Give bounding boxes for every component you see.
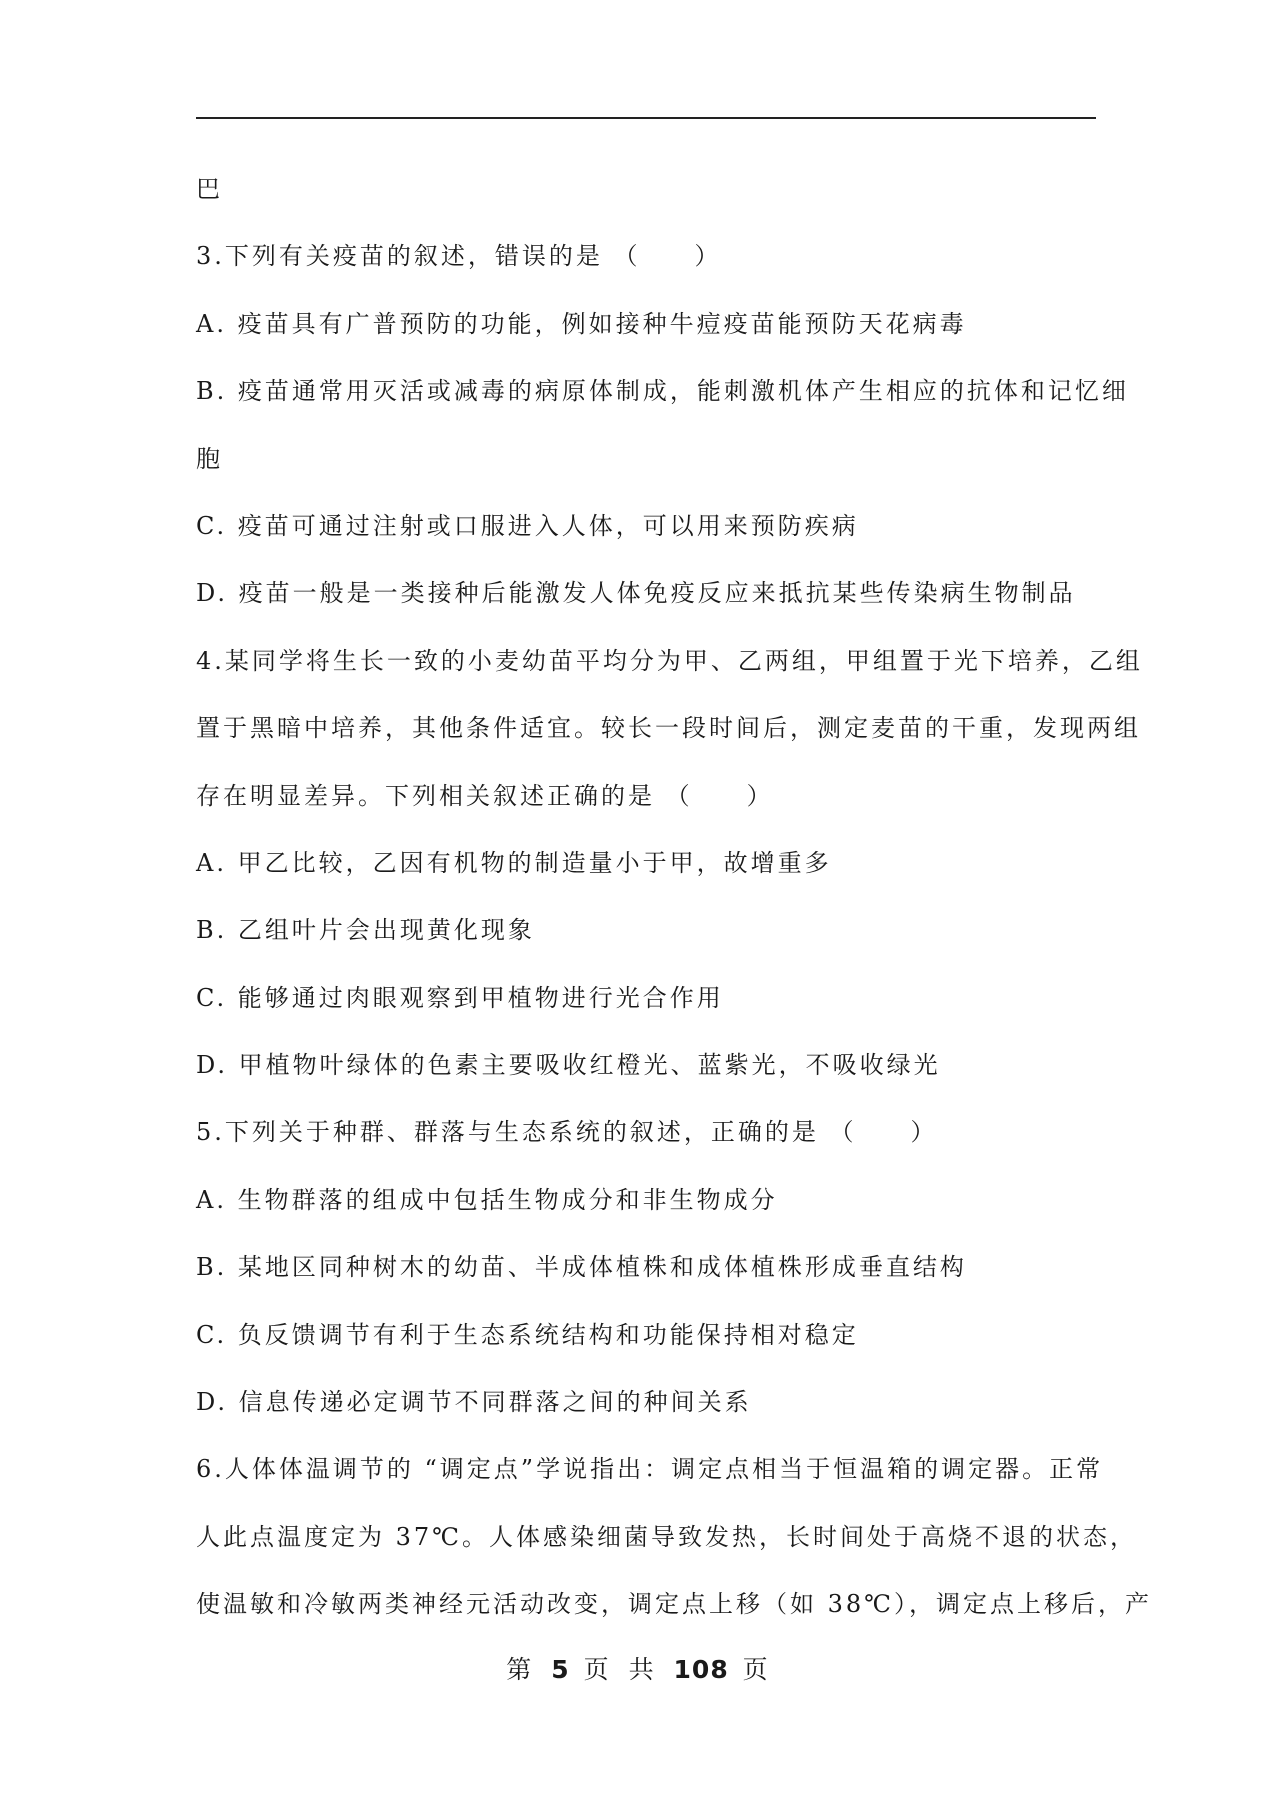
footer-prefix: 第 [506, 1655, 538, 1684]
question-4-option-a: A. 甲乙比较，乙因有机物的制造量小于甲，故增重多 [196, 848, 832, 877]
question-4-stem-end: 存在明显差异。下列相关叙述正确的是 （ ） [196, 781, 774, 810]
question-6-stem-continued-2: 使温敏和冷敏两类神经元活动改变，调定点上移（如 38℃），调定点上移后，产 [196, 1590, 1153, 1619]
footer-suffix: 页 [742, 1655, 774, 1684]
question-4-option-c: C. 能够通过肉眼观察到甲植物进行光合作用 [196, 983, 724, 1012]
question-3-stem: 3.下列有关疫苗的叙述，错误的是 （ ） [196, 242, 722, 271]
question-4-option-d: D. 甲植物叶绿体的色素主要吸收红橙光、蓝紫光，不吸收绿光 [196, 1051, 941, 1080]
question-5-option-a: A. 生物群落的组成中包括生物成分和非生物成分 [196, 1185, 778, 1214]
question-5-stem: 5.下列关于种群、群落与生态系统的叙述，正确的是 （ ） [196, 1118, 938, 1147]
question-6-stem-continued: 人此点温度定为 37℃。人体感染细菌导致发热，长时间处于高烧不退的状态， [196, 1522, 1138, 1551]
page-footer [0, 1650, 1280, 1686]
page-body [196, 167, 1153, 1650]
text-line: 巴 [196, 175, 223, 203]
question-3-option-c: C. 疫苗可通过注射或口服进入人体，可以用来预防疾病 [196, 511, 859, 540]
question-4-stem: 4.某同学将生长一致的小麦幼苗平均分为甲、乙两组，甲组置于光下培养，乙组 [196, 646, 1143, 675]
question-3-option-b-continued: 胞 [196, 444, 223, 473]
question-6-stem: 6.人体体温调节的 “调定点”学说指出：调定点相当于恒温箱的调定器。正常 [196, 1455, 1104, 1484]
question-3-option-a: A. 疫苗具有广普预防的功能，例如接种牛痘疫苗能预防天花病毒 [196, 309, 967, 338]
question-5-option-d: D. 信息传递必定调节不同群落之间的种间关系 [196, 1388, 752, 1417]
question-4-option-b: B. 乙组叶片会出现黄化现象 [196, 916, 535, 945]
question-3-option-d: D. 疫苗一般是一类接种后能激发人体免疫反应来抵抗某些传染病生物制品 [196, 579, 1076, 608]
question-3-option-b: B. 疫苗通常用灭活或减毒的病原体制成，能刺激机体产生相应的抗体和记忆细 [196, 377, 1129, 406]
header-rule [196, 117, 1096, 119]
question-4-stem-continued: 置于黑暗中培养，其他条件适宜。较长一段时间后，测定麦苗的干重，发现两组 [196, 714, 1141, 743]
question-5-option-b: B. 某地区同种树木的幼苗、半成体植株和成体植株形成垂直结构 [196, 1253, 967, 1282]
current-page-number: 5 [551, 1655, 570, 1684]
footer-middle: 页 共 [583, 1655, 660, 1684]
question-5-option-c: C. 负反馈调节有利于生态系统结构和功能保持相对稳定 [196, 1320, 859, 1349]
total-page-count: 108 [673, 1655, 729, 1684]
